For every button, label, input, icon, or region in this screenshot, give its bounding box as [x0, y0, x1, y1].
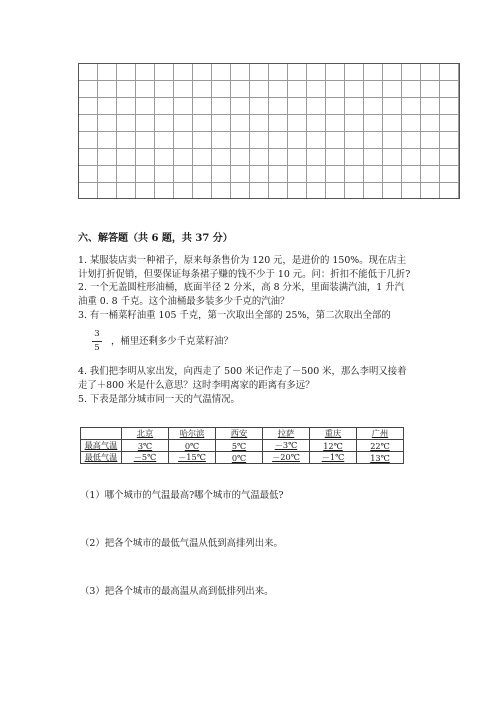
table-header-row [81, 428, 404, 440]
problem-2-line-2: 油重 0. 8 千克。这个油桶最多装多少千克的汽油？ [78, 296, 290, 307]
problem-3-line-2: ，桶里还剩多少千克菜籽油？ [111, 336, 233, 347]
table-cell: －3℃ [263, 440, 310, 452]
problem-4-line-2: 走了＋800 米是什么意思？这时李明离家的距离有多远？ [78, 380, 315, 391]
table-cell: －5℃ [122, 452, 169, 464]
city-header: 拉萨 [263, 428, 310, 440]
question-3: （3）把各个城市的最高温从高到低排列出来。 [80, 586, 274, 597]
fraction-numerator: 3 [94, 329, 100, 339]
fraction-bar [92, 341, 102, 342]
city-header: 哈尔滨 [169, 428, 216, 440]
table-cell: 13℃ [357, 452, 404, 464]
table-cell: －20℃ [263, 452, 310, 464]
row-label-high: 最高气温 [81, 440, 122, 452]
fraction-denominator: 5 [94, 343, 100, 353]
problem-1-line-2: 计划打折促销，但要保证每条裙子赚的钱不少于 10 元。问：折扣不能低于几折? [78, 269, 411, 280]
section-title: 六、解答题（共 6 题，共 37 分） [78, 233, 233, 244]
table-cell: －15℃ [169, 452, 216, 464]
writing-grid [78, 63, 460, 199]
problem-2-line-1: 2. 一个无盖圆柱形油桶，底面半径 2 分米，高 8 分米，里面装满汽油，1 升汽 [78, 282, 404, 293]
problem-3-line-1: 3. 有一桶菜籽油重 105 千克，第一次取出全部的 25%，第二次取出全部的 [78, 310, 391, 321]
row-label-low: 最低气温 [81, 452, 122, 464]
table-cell: 22℃ [357, 440, 404, 452]
table-cell: 0℃ [216, 452, 263, 464]
question-1: （1）哪个城市的气温最高?哪个城市的气温最低? [80, 490, 284, 501]
question-2: （2）把各个城市的最低气温从低到高排列出来。 [80, 538, 283, 549]
table-row-high [81, 440, 404, 452]
table-cell: 0℃ [169, 440, 216, 452]
table-cell: －1℃ [310, 452, 357, 464]
city-header: 北京 [122, 428, 169, 440]
problem-1-line-1: 1. 某服装店卖一种裙子，原来每条售价为 120 元，是进价的 150%。现在店主 [78, 255, 407, 266]
city-header: 重庆 [310, 428, 357, 440]
table-cell: 3℃ [122, 440, 169, 452]
city-header: 广州 [357, 428, 404, 440]
table-cell: 12℃ [310, 440, 357, 452]
problem-4-line-1: 4. 我们把李明从家出发，向西走了 500 米记作走了－500 米，那么李明又接着 [78, 366, 407, 377]
table-row-low [81, 452, 404, 464]
city-header: 西安 [216, 428, 263, 440]
table-corner-cell [81, 428, 122, 440]
table-cell: 5℃ [216, 440, 263, 452]
temperature-table [80, 427, 404, 464]
problem-5-line-1: 5. 下表是部分城市同一天的气温情况。 [78, 394, 240, 405]
fraction-three-fifths [92, 329, 102, 354]
